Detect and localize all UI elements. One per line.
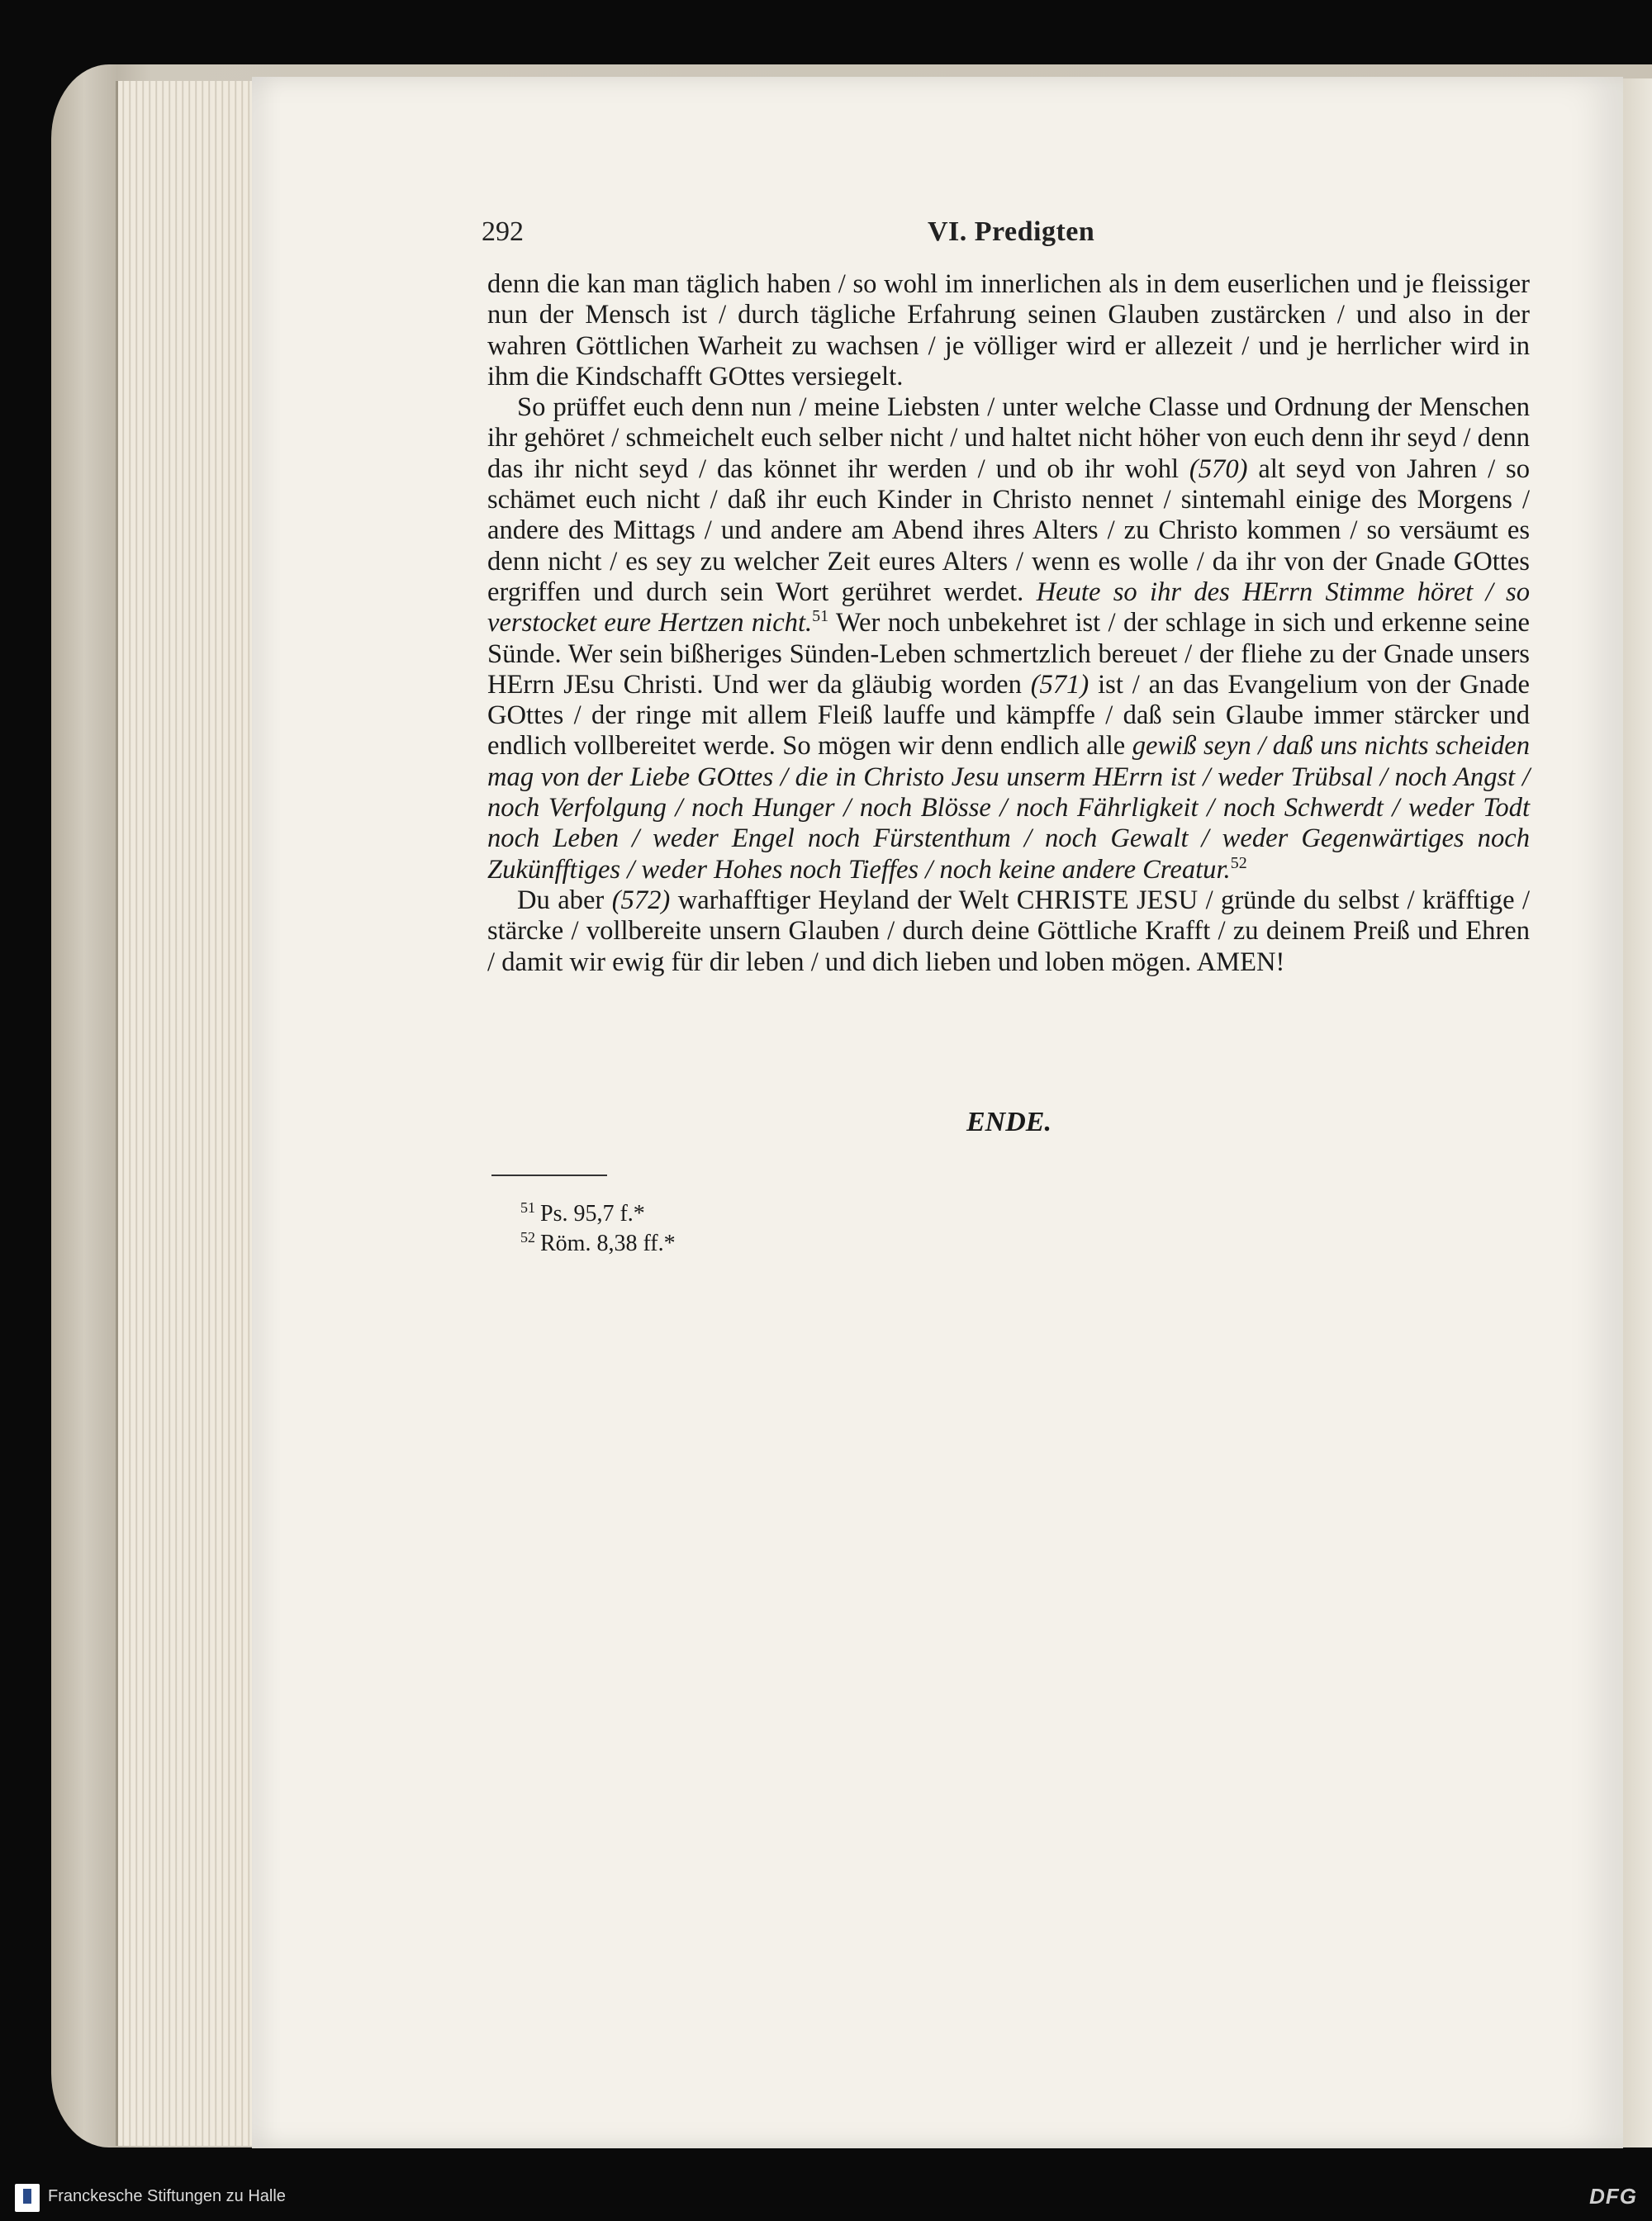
paragraph-2 bbox=[487, 392, 1530, 885]
margin-number: (571) bbox=[1030, 669, 1089, 700]
institution-logo-icon bbox=[15, 2184, 40, 2212]
ende-mark: ENDE. bbox=[966, 1107, 1051, 1137]
page-number: 292 bbox=[482, 216, 524, 247]
institution-name: Franckesche Stiftungen zu Halle bbox=[48, 2187, 286, 2205]
margin-number: (572) bbox=[611, 885, 671, 915]
scripture-quote: gewiß seyn / daß uns nichts scheiden mag von der Liebe GOttes / die in Christo Jesu unserm HErrn ist / weder Trübsal / noch Angst / noch Verfolgung / noch Hunger / noch Blösse / noch Fährligkeit / noch Schwerdt / weder Todt noch Leben / weder Engel noch Fürstenthum / noch Gewalt / weder Gegenwärtiges noch Zukünfftiges / weder Hohes noch Tieffes / noch keine andere Creatur. bbox=[487, 731, 1531, 885]
page-header bbox=[482, 216, 1535, 249]
paragraph-1: denn die kan man täglich haben / so wohl im innerlichen als in dem euserlichen und je fleissiger nun der Mensch ist / durch tägliche Erfahrung seinen Glauben zustärcken / und also in der wahren Göttlichen Warheit zu wachsen / je völliger wird er allezeit / und je herrlicher wird in ihm die Kindschafft GOttes versiegelt. bbox=[487, 269, 1530, 392]
paragraph-3 bbox=[487, 885, 1530, 978]
footnote bbox=[520, 1229, 676, 1259]
dfg-logo: DFG bbox=[1589, 2184, 1637, 2209]
sermon-text bbox=[487, 269, 1530, 978]
footnote-rule bbox=[491, 1175, 607, 1176]
footnotes bbox=[520, 1199, 676, 1259]
footnote-text: Ps. 95,7 f.* bbox=[540, 1201, 645, 1227]
scripture-quote: Heute so ihr des HErrn Stimme höret / so verstocket eure Hertzen nicht. bbox=[487, 577, 1530, 638]
text-run: warhafftiger Heyland der Welt CHRISTE JESU / gründe du selbst / kräfftige / stärcke / vollbereite unsern Glauben / durch deine Göttliche Krafft / zu deinem Preiß und Ehren / damit wir ewig für dir leben / und dich lieben und loben mögen. AMEN! bbox=[487, 885, 1530, 977]
footnote bbox=[520, 1199, 676, 1229]
footnote-ref-52: 52 bbox=[1230, 853, 1247, 872]
margin-number: (570) bbox=[1189, 453, 1248, 484]
text-run: So prüffet euch denn nun / meine Liebsten / unter welche Classe und Ordnung der Menschen ihr gehöret / schmeichelt euch selber nicht / und haltet nicht höher von euch denn ihr seyd / denn das ihr nicht seyd / das könnet ihr werden / und ob ihr wohl bbox=[487, 392, 1530, 484]
footnote-text: Röm. 8,38 ff.* bbox=[540, 1231, 676, 1256]
text-run: alt seyd von Jahren / so schämet euch nicht / daß ihr euch Kinder in Christo nennet / sintemahl einige des Morgens / andere des Mittags / und andere am Abend ihres Alters / zu Christo kommen / so versäumt es denn nicht / es sey zu welcher Zeit eures Alters / wenn es wolle / da ihr von der Gnade GOttes ergriffen und durch sein Wort gerühret werdet. bbox=[487, 453, 1530, 607]
footnote-number: 51 bbox=[520, 1198, 535, 1216]
footnote-number: 52 bbox=[520, 1228, 535, 1246]
text-run: ist / an das Evangelium von der Gnade GOttes / der ringe mit allem Fleiß lauffe und kämpffe / daß sein Glaube immer stärcker und endlich vollbereitet werde. So mögen wir denn endlich alle bbox=[487, 669, 1530, 762]
footnote-ref-51: 51 bbox=[812, 607, 829, 626]
text-run: Du aber bbox=[517, 885, 612, 915]
viewer-footer bbox=[0, 2174, 1652, 2221]
running-head: VI. Predigten bbox=[928, 216, 1095, 247]
text-run: Wer noch unbekehret ist / der schlage in sich und erkenne seine Sünde. Wer sein bißheriges Sünden-Leben schmertzlich bereuet / der fliehe zu der Gnade unsers HErrn JEsu Christi. Und wer da gläubig worden bbox=[487, 608, 1530, 700]
